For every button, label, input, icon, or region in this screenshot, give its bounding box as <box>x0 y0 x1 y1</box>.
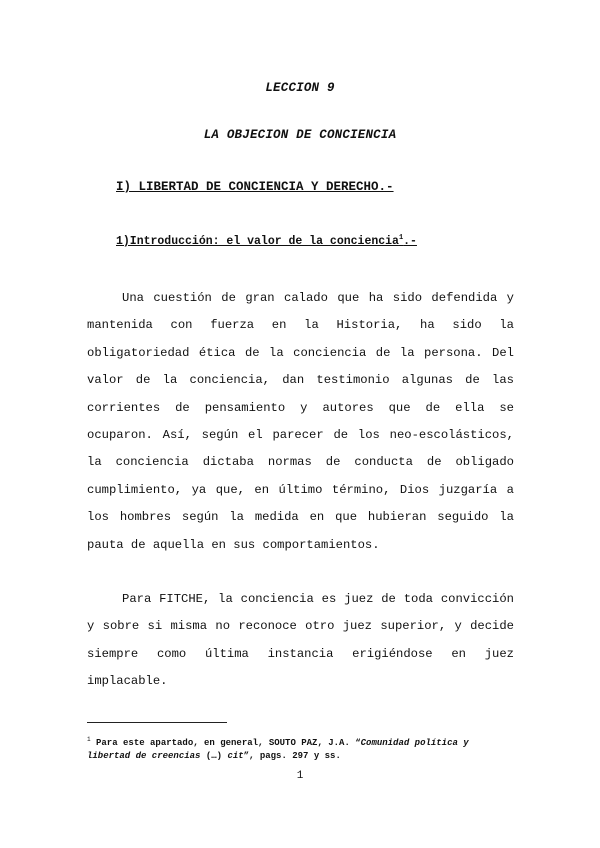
lesson-heading: LECCION 9 <box>265 81 335 95</box>
subsection-text: 1)Introducción: el valor de la conciencia <box>116 235 399 248</box>
section-heading: I) LIBERTAD DE CONCIENCIA Y DERECHO.- <box>116 180 394 194</box>
subsection-suffix: .- <box>403 235 417 248</box>
footnote-cit: cit <box>227 751 244 761</box>
paragraph-1: Una cuestión de gran calado que ha sido defendida y mantenida con fuerza en la Historia, ha sido la obligatoriedad ética de la conciencia de la persona. Del valor de la conciencia, dan testimonio algunas de las corrientes de pensamiento y autores que de ella se ocuparon. Así, según el parecer de los neo-escolásticos, la conciencia dictaba normas de conducta de obligado cumplimiento, ya que, en último término, Dios juzgaría a los hombres según la medida en que hubieran seguido la pauta de aquella en sus comportamientos. <box>87 291 514 552</box>
subsection-heading <box>116 234 417 248</box>
page-title: LA OBJECION DE CONCIENCIA <box>203 128 397 142</box>
page-number: 1 <box>296 770 304 782</box>
paragraph-2: Para FITCHE, la conciencia es juez de toda convicción y sobre si misma no reconoce otro juez superior, y decide siempre como última instancia erigiéndose en juez implacable. <box>87 592 514 689</box>
footnote-mid: (…) <box>200 751 228 761</box>
footnote-divider <box>87 722 227 723</box>
footnote <box>87 733 517 763</box>
footnote-ref: 1 <box>398 234 404 242</box>
footnote-tail: ”, pags. 297 y ss. <box>243 751 341 761</box>
footnote-lead: Para este apartado, en general, SOUTO PAZ, J.A. “ <box>90 738 361 748</box>
footnote-work: Comunidad política y libertad de creencias <box>87 738 469 761</box>
footnote-marker: 1 <box>87 736 91 743</box>
